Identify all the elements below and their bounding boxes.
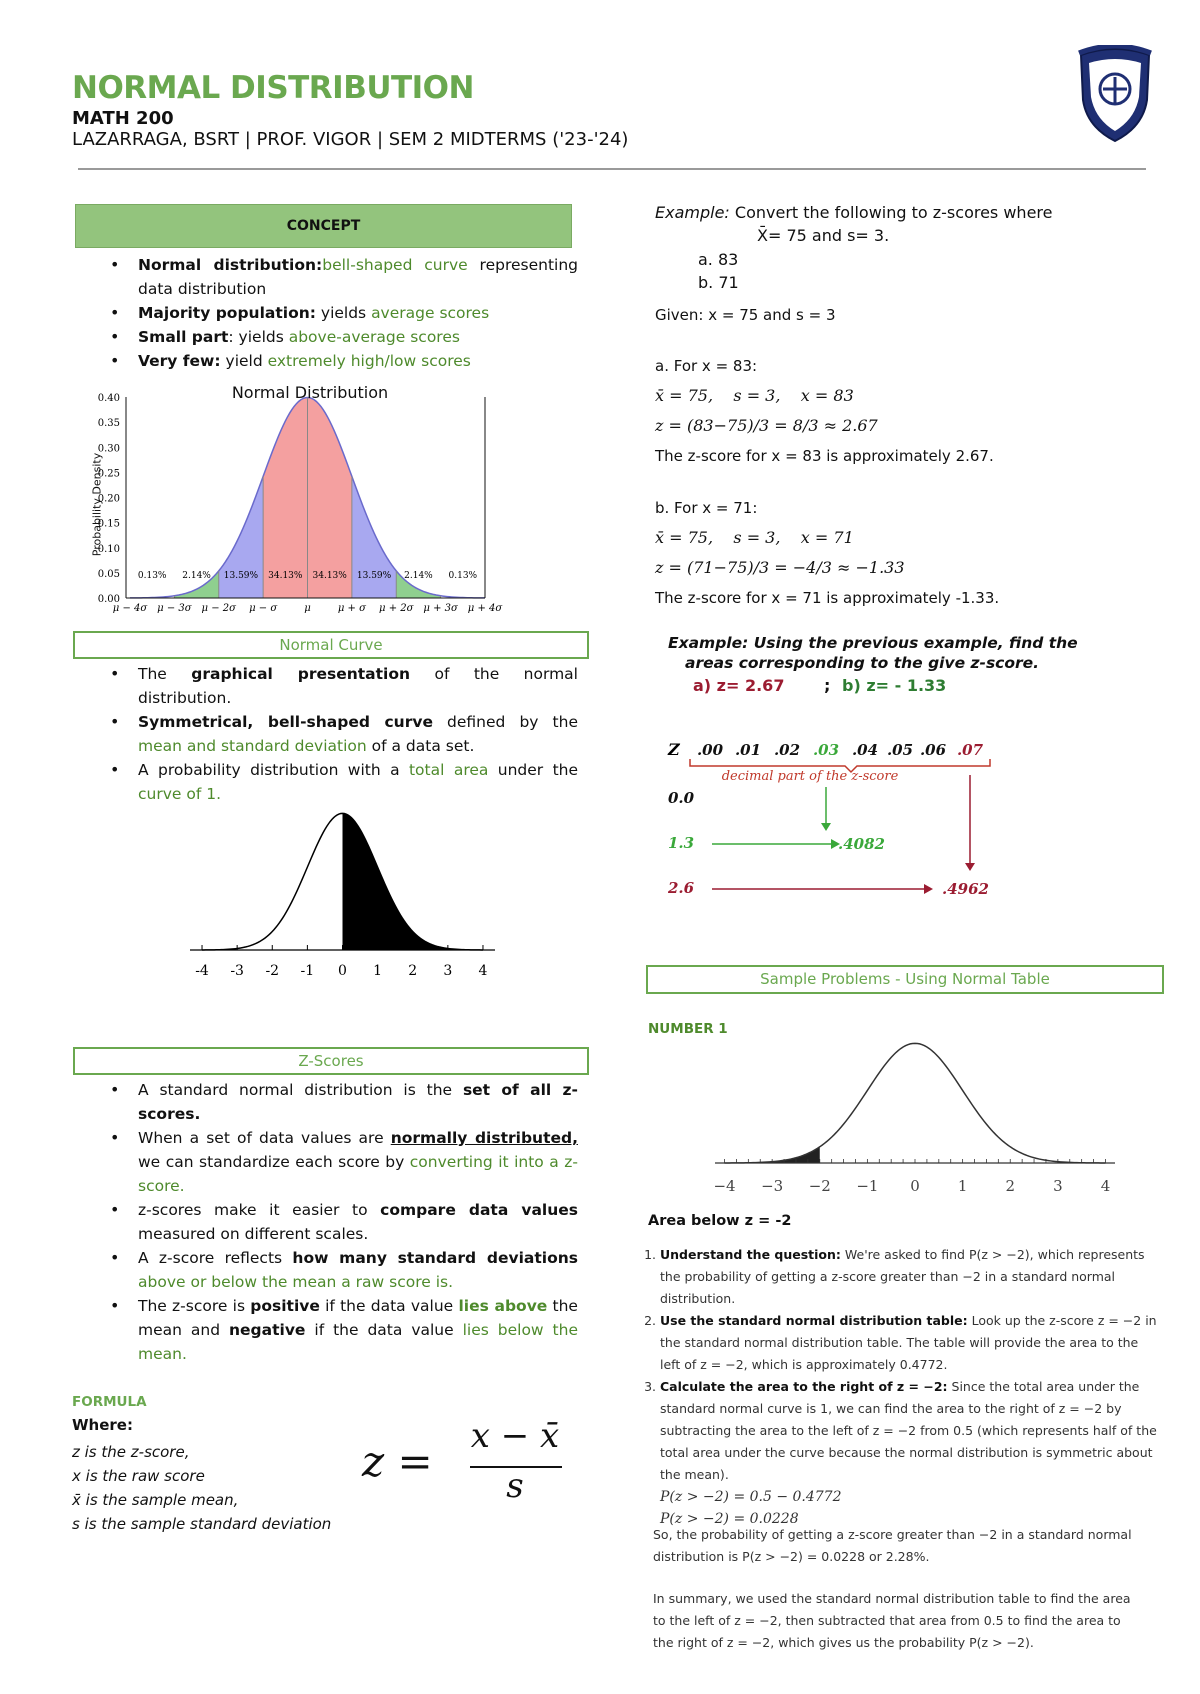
row-label: 0.0 xyxy=(668,789,695,807)
axis-label: 1 xyxy=(373,963,383,979)
y-tick-label: 0.30 xyxy=(97,443,120,455)
value-4082: .4082 xyxy=(838,835,885,853)
axis-label: 0 xyxy=(338,963,347,979)
concept-item: • Small part: yields above-average scores xyxy=(100,325,578,349)
value-4962: .4962 xyxy=(942,880,989,898)
percent-label: 13.59% xyxy=(356,571,392,581)
solution-a-result: The z-score for x = 83 is approximately 2.67. xyxy=(655,447,994,465)
normal-curve-item: • A probability distribution with a total area under the curve of 1. xyxy=(100,758,578,806)
axis-label: -2 xyxy=(265,963,280,979)
x-tick-label: μ xyxy=(304,603,311,614)
axis-label: 3 xyxy=(1053,1177,1063,1195)
x-tick-label: μ + 2σ xyxy=(379,603,414,614)
example1-item-b: b. 71 xyxy=(698,273,739,292)
normal-curve-list xyxy=(100,662,578,806)
example2-line1: Example: Using the previous example, find the xyxy=(668,634,1078,652)
example1-item-a: a. 83 xyxy=(698,250,739,269)
solution-step: 1. Understand the question: We're asked to find P(z > −2), which represents the probability of getting a z-score greater than −2 in a standard normal distribution. xyxy=(660,1244,1160,1310)
example1-prompt: Example: Convert the following to z-scores where xyxy=(655,203,1053,222)
curve-line xyxy=(725,1043,1106,1163)
percent-label: 34.13% xyxy=(312,571,347,581)
x-tick-label: μ − 3σ xyxy=(157,603,192,614)
percent-label: 0.13% xyxy=(137,571,167,581)
solution-b-calc: z = (71−75)/3 = −4/3 ≈ −1.33 xyxy=(655,558,905,577)
equation-1: P(z > −2) = 0.5 − 0.4772 xyxy=(660,1489,842,1505)
x-tick-label: μ − 4σ xyxy=(112,603,148,614)
solution-a-heading: a. For x = 83: xyxy=(655,357,758,375)
example1-given-text: X̄= 75 and s= 3. xyxy=(757,226,890,245)
axis-label: 4 xyxy=(1100,1177,1111,1195)
x-tick-label: μ − σ xyxy=(249,603,278,614)
y-tick-label: 0.15 xyxy=(97,518,120,530)
column-header: .02 xyxy=(773,741,801,759)
header-divider xyxy=(78,168,1146,170)
example2-b: b) z= - 1.33 xyxy=(842,676,947,695)
example2-line2: areas corresponding to the give z-score. xyxy=(685,654,1040,672)
axis-label: −1 xyxy=(856,1177,879,1195)
column-header: .06 xyxy=(919,741,947,759)
x-tick-label: μ + 3σ xyxy=(423,603,458,614)
arrow-head xyxy=(924,884,933,894)
legend-line: x is the raw score xyxy=(72,1467,205,1485)
solution-step: 3. Calculate the area to the right of z = −2: Since the total area under the standard normal curve is 1, we can find the area to the right of z = −2 by subtracting the area to the left of z = −2 from 0.5 (which represents half of the total area under the curve because the normal distribution is symmetric about the mean). P(z > −2) = 0.5 − 0.4772 P(z > −2) = 0.0228 xyxy=(660,1376,1160,1530)
axis-label: 3 xyxy=(443,963,453,979)
legend-line: z is the z-score, xyxy=(72,1443,190,1461)
example2-sep: ; xyxy=(824,676,831,695)
z-scores-item: • A standard normal distribution is the set of all z-scores. xyxy=(100,1078,578,1126)
formula-legend xyxy=(72,1440,331,1536)
percent-label: 13.59% xyxy=(223,571,259,581)
chart-ylabel: Probability Density xyxy=(90,452,104,557)
axis-label: 1 xyxy=(957,1177,968,1195)
concept-item: • Very few: yield extremely high/low scores xyxy=(100,349,578,373)
solution-a-calc: z = (83−75)/3 = 8/3 ≈ 2.67 xyxy=(655,416,878,435)
solution-a-values: x̄ = 75, s = 3, x = 83 xyxy=(655,386,854,405)
area-below-svg xyxy=(700,1035,1130,1205)
formula-heading: FORMULA xyxy=(72,1394,147,1410)
axis-label: 4 xyxy=(478,963,488,979)
normal-distribution-svg xyxy=(85,383,535,618)
normal-curve-svg xyxy=(185,805,505,995)
area-below-figure xyxy=(700,1035,1130,1205)
formula-denominator: s xyxy=(506,1466,524,1506)
axis-label: −3 xyxy=(761,1177,784,1195)
z-scores-item: • z-scores make it easier to compare data values measured on different scales. xyxy=(100,1198,578,1246)
column-header: .04 xyxy=(851,741,879,759)
z-scores-item: • A z-score reflects how many standard deviations above or below the mean a raw score is. xyxy=(100,1246,578,1294)
y-tick-label: 0.00 xyxy=(97,594,120,605)
legend-line: s is the sample standard deviation xyxy=(72,1515,332,1533)
concept-item: • Majority population: yields average scores xyxy=(100,301,578,325)
normal-curve-item: • Symmetrical, bell-shaped curve defined by the mean and standard deviation of a data set. xyxy=(100,710,578,758)
arrow-head xyxy=(965,863,975,871)
solution-b-heading: b. For x = 71: xyxy=(655,499,758,517)
normal-curve-item: • The graphical presentation of the normal distribution. xyxy=(100,662,578,710)
solution-steps xyxy=(640,1244,1160,1530)
concept-list xyxy=(100,253,578,373)
concept-heading: CONCEPT xyxy=(75,204,572,248)
equation-2: P(z > −2) = 0.0228 xyxy=(660,1511,799,1527)
column-header: .00 xyxy=(696,741,724,759)
x-tick-label: μ − 2σ xyxy=(201,603,236,614)
percent-label: 2.14% xyxy=(182,571,211,581)
area-below-label: Area below z = -2 xyxy=(648,1213,792,1229)
school-seal-logo xyxy=(1075,45,1155,145)
column-header: .03 xyxy=(812,741,840,759)
row-label: 1.3 xyxy=(668,834,695,852)
chart-title: Normal Distribution xyxy=(231,383,389,402)
arrow-head xyxy=(821,823,831,831)
y-tick-label: 0.35 xyxy=(97,418,120,430)
axis-label: 0 xyxy=(910,1177,920,1195)
formula-lhs: z = xyxy=(362,1437,433,1486)
axis-label: -1 xyxy=(300,963,315,979)
axis-label: −4 xyxy=(713,1177,736,1195)
page-title: NORMAL DISTRIBUTION xyxy=(72,70,474,106)
byline: LAZARRAGA, BSRT | PROF. VIGOR | SEM 2 MIDTERMS ('23-'24) xyxy=(72,129,629,150)
solution-b-result: The z-score for x = 71 is approximately -1.33. xyxy=(655,589,1000,607)
summary-paragraph: In summary, we used the standard normal distribution table to find the area to the left of z = −2, then subtracted that area from 0.5 to find the area to the right of z = −2, which gives us the probability P(z > −2). xyxy=(653,1591,1131,1650)
axis-label: 2 xyxy=(1005,1177,1016,1195)
z-scores-item: • When a set of data values are normally distributed, we can standardize each score by converting it into a z-score. xyxy=(100,1126,578,1198)
normal-curve-heading: Normal Curve xyxy=(73,631,589,659)
column-header: .07 xyxy=(956,741,984,759)
z-table-svg xyxy=(660,735,1080,905)
column-header: .01 xyxy=(734,741,762,759)
formula-numerator: x − x̄ xyxy=(470,1416,560,1456)
y-tick-label: 0.05 xyxy=(97,568,120,580)
axis-label: -4 xyxy=(195,963,209,979)
formula-where: Where: xyxy=(72,1416,133,1434)
z-scores-heading: Z-Scores xyxy=(73,1047,589,1075)
concept-item: • Normal distribution:bell-shaped curve representing data distribution xyxy=(100,253,578,301)
axis-label: −2 xyxy=(808,1177,831,1195)
z-scores-list xyxy=(100,1078,578,1366)
y-tick-label: 0.25 xyxy=(97,468,120,480)
row-label: 2.6 xyxy=(668,879,695,897)
number-1-label: NUMBER 1 xyxy=(648,1021,728,1037)
normal-distribution-chart xyxy=(85,383,535,618)
axis-label: -3 xyxy=(230,963,244,979)
z-header: Z xyxy=(668,740,680,759)
y-tick-label: 0.40 xyxy=(97,393,120,404)
z-table-diagram xyxy=(660,735,1080,905)
conclusion-paragraph: So, the probability of getting a z-score greater than −2 in a standard normal distribution is P(z > −2) = 0.0228 or 2.28%. xyxy=(653,1527,1132,1564)
x-tick-label: μ + σ xyxy=(337,603,366,614)
example2-a: a) z= 2.67 xyxy=(693,676,785,695)
percent-label: 2.14% xyxy=(404,571,433,581)
z-scores-item: • The z-score is positive if the data value lies above the mean and negative if the data value lies below the mean. xyxy=(100,1294,578,1366)
brace-label: decimal part of the z-score xyxy=(721,769,899,784)
percent-label: 34.13% xyxy=(268,571,303,581)
column-header: .05 xyxy=(886,741,914,759)
x-tick-label: μ + 4σ xyxy=(467,603,503,614)
solution-step: 2. Use the standard normal distribution table: Look up the z-score z = −2 in the standard normal distribution table. The table will provide the area to the left of z = −2, which is approximately 0.4772. xyxy=(660,1310,1160,1376)
normal-curve-figure xyxy=(185,805,505,995)
shaded-area xyxy=(343,813,483,950)
percent-label: 0.13% xyxy=(448,571,478,581)
y-tick-label: 0.10 xyxy=(97,543,120,555)
solution-b-values: x̄ = 75, s = 3, x = 71 xyxy=(655,528,854,547)
example1-given: Given: x = 75 and s = 3 xyxy=(655,306,836,324)
sample-problems-heading: Sample Problems - Using Normal Table xyxy=(646,965,1164,994)
axis-label: 2 xyxy=(408,963,418,979)
legend-line: x̄ is the sample mean, xyxy=(72,1491,239,1509)
y-tick-label: 0.20 xyxy=(97,493,120,505)
course-code: MATH 200 xyxy=(72,108,174,129)
